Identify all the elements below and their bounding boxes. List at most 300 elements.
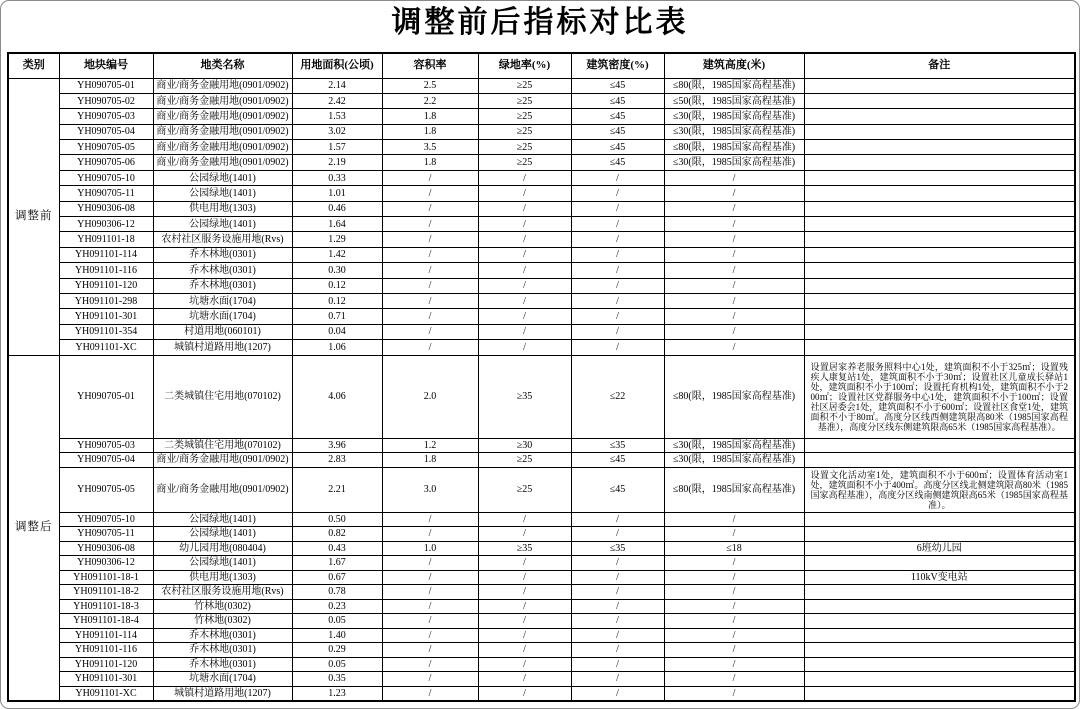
cell-land-type: 村道用地(060101) — [153, 324, 292, 339]
cell-green-rate: ≥35 — [478, 541, 571, 556]
cell-density: / — [571, 686, 664, 701]
cell-far: 2.0 — [382, 355, 478, 438]
cell-density: / — [571, 556, 664, 571]
table-body — [8, 78, 1075, 701]
cell-land-type: 二类城镇住宅用地(070102) — [153, 355, 292, 438]
cell-far: 3.0 — [382, 467, 478, 512]
cell-area: 0.82 — [292, 527, 382, 542]
table-row — [8, 541, 1075, 556]
table-row — [8, 467, 1075, 512]
cell-plot-number: YH090306-08 — [59, 541, 153, 556]
cell-height: / — [664, 201, 804, 216]
cell-area: 0.12 — [292, 278, 382, 293]
cell-land-type: 公园绿地(1401) — [153, 217, 292, 232]
section-label: 调整后 — [8, 355, 59, 701]
cell-plot-number: YH090705-05 — [59, 467, 153, 512]
cell-height: / — [664, 614, 804, 629]
cell-area: 1.53 — [292, 109, 382, 124]
cell-density: / — [571, 278, 664, 293]
cell-plot-number: YH090306-08 — [59, 201, 153, 216]
cell-area: 2.42 — [292, 93, 382, 108]
cell-green-rate: / — [478, 293, 571, 308]
cell-area: 0.35 — [292, 672, 382, 687]
cell-remark — [804, 217, 1075, 232]
cell-far: / — [382, 614, 478, 629]
cell-density: / — [571, 512, 664, 527]
cell-green-rate: ≥25 — [478, 124, 571, 139]
cell-plot-number: YH090705-03 — [59, 109, 153, 124]
cell-plot-number: YH090705-04 — [59, 453, 153, 468]
column-header: 建筑密度(%) — [571, 53, 664, 78]
cell-area: 4.06 — [292, 355, 382, 438]
cell-area: 0.46 — [292, 201, 382, 216]
cell-green-rate: ≥25 — [478, 109, 571, 124]
cell-land-type: 坑塘水面(1704) — [153, 672, 292, 687]
cell-far: / — [382, 570, 478, 585]
cell-remark — [804, 201, 1075, 216]
table-row — [8, 309, 1075, 324]
cell-area: 0.43 — [292, 541, 382, 556]
cell-far: / — [382, 293, 478, 308]
table-row — [8, 324, 1075, 339]
cell-plot-number: YH091101-18-3 — [59, 599, 153, 614]
cell-green-rate: / — [478, 585, 571, 600]
cell-height: / — [664, 686, 804, 701]
cell-land-type: 公园绿地(1401) — [153, 170, 292, 185]
cell-remark — [804, 438, 1075, 453]
cell-green-rate: ≥35 — [478, 355, 571, 438]
cell-land-type: 商业/商务金融用地(0901/0902) — [153, 93, 292, 108]
cell-green-rate: / — [478, 672, 571, 687]
cell-height: ≤80(限，1985国家高程基准) — [664, 467, 804, 512]
cell-remark — [804, 599, 1075, 614]
cell-height: ≤80(限，1985国家高程基准) — [664, 355, 804, 438]
cell-remark — [804, 263, 1075, 278]
cell-density: ≤45 — [571, 93, 664, 108]
cell-land-type: 竹林地(0302) — [153, 599, 292, 614]
cell-land-type: 公园绿地(1401) — [153, 186, 292, 201]
table-row — [8, 247, 1075, 262]
cell-far: / — [382, 585, 478, 600]
cell-area: 1.42 — [292, 247, 382, 262]
cell-green-rate: ≥25 — [478, 155, 571, 170]
cell-height: ≤30(限，1985国家高程基准) — [664, 109, 804, 124]
column-header: 地块编号 — [59, 53, 153, 78]
cell-height: / — [664, 599, 804, 614]
cell-remark — [804, 628, 1075, 643]
cell-green-rate: ≥25 — [478, 93, 571, 108]
page-title: 调整前后指标对比表 — [391, 6, 689, 39]
table-row — [8, 438, 1075, 453]
cell-remark — [804, 247, 1075, 262]
cell-green-rate: / — [478, 309, 571, 324]
cell-height: ≤30(限，1985国家高程基准) — [664, 155, 804, 170]
cell-far: / — [382, 186, 478, 201]
cell-plot-number: YH091101-114 — [59, 247, 153, 262]
cell-height: / — [664, 340, 804, 355]
cell-area: 0.23 — [292, 599, 382, 614]
cell-density: ≤45 — [571, 140, 664, 155]
cell-green-rate: / — [478, 599, 571, 614]
cell-plot-number: YH090705-11 — [59, 186, 153, 201]
table-row — [8, 124, 1075, 139]
cell-height: / — [664, 278, 804, 293]
cell-area: 0.67 — [292, 570, 382, 585]
cell-plot-number: YH091101-298 — [59, 293, 153, 308]
cell-far: / — [382, 527, 478, 542]
cell-remark — [804, 78, 1075, 93]
cell-green-rate: / — [478, 217, 571, 232]
cell-far: 2.2 — [382, 93, 478, 108]
table-row — [8, 453, 1075, 468]
table-row — [8, 599, 1075, 614]
cell-far: 1.8 — [382, 109, 478, 124]
cell-density: / — [571, 263, 664, 278]
table-row — [8, 643, 1075, 658]
cell-area: 1.23 — [292, 686, 382, 701]
table-row — [8, 109, 1075, 124]
cell-height: / — [664, 643, 804, 658]
cell-remark — [804, 643, 1075, 658]
cell-density: / — [571, 170, 664, 185]
cell-height: / — [664, 247, 804, 262]
cell-density: ≤45 — [571, 78, 664, 93]
cell-density: / — [571, 599, 664, 614]
cell-green-rate: / — [478, 340, 571, 355]
table-row — [8, 78, 1075, 93]
cell-far: / — [382, 217, 478, 232]
cell-plot-number: YH090705-05 — [59, 140, 153, 155]
cell-land-type: 供电用地(1303) — [153, 201, 292, 216]
cell-far: / — [382, 686, 478, 701]
cell-density: / — [571, 585, 664, 600]
cell-green-rate: ≥25 — [478, 78, 571, 93]
cell-height: / — [664, 657, 804, 672]
table-row — [8, 512, 1075, 527]
cell-land-type: 农村社区服务设施用地(Rvs) — [153, 585, 292, 600]
cell-plot-number: YH090705-11 — [59, 527, 153, 542]
table-row — [8, 527, 1075, 542]
header-row — [8, 53, 1075, 78]
cell-density: ≤45 — [571, 155, 664, 170]
cell-plot-number: YH090705-02 — [59, 93, 153, 108]
cell-height: / — [664, 512, 804, 527]
cell-remark — [804, 93, 1075, 108]
cell-height: / — [664, 628, 804, 643]
cell-area: 0.78 — [292, 585, 382, 600]
cell-plot-number: YH091101-116 — [59, 263, 153, 278]
cell-land-type: 竹林地(0302) — [153, 614, 292, 629]
cell-remark: 6班幼儿园 — [804, 541, 1075, 556]
cell-plot-number: YH091101-18-2 — [59, 585, 153, 600]
cell-height: / — [664, 293, 804, 308]
cell-green-rate: / — [478, 570, 571, 585]
cell-height: / — [664, 527, 804, 542]
cell-land-type: 幼儿园用地(080404) — [153, 541, 292, 556]
cell-green-rate: / — [478, 201, 571, 216]
cell-density: / — [571, 324, 664, 339]
cell-land-type: 坑塘水面(1704) — [153, 293, 292, 308]
cell-area: 2.19 — [292, 155, 382, 170]
cell-height: ≤30(限，1985国家高程基准) — [664, 438, 804, 453]
cell-far: 1.2 — [382, 438, 478, 453]
cell-density: / — [571, 628, 664, 643]
cell-remark — [804, 232, 1075, 247]
cell-green-rate: ≥25 — [478, 453, 571, 468]
cell-green-rate: / — [478, 263, 571, 278]
cell-height: ≤30(限，1985国家高程基准) — [664, 124, 804, 139]
cell-land-type: 乔木林地(0301) — [153, 278, 292, 293]
cell-far: / — [382, 628, 478, 643]
cell-far: / — [382, 278, 478, 293]
cell-far: / — [382, 170, 478, 185]
cell-green-rate: ≥30 — [478, 438, 571, 453]
table-row — [8, 170, 1075, 185]
cell-plot-number: YH091101-XC — [59, 340, 153, 355]
cell-height: / — [664, 556, 804, 571]
cell-remark — [804, 186, 1075, 201]
cell-remark — [804, 585, 1075, 600]
cell-remark — [804, 140, 1075, 155]
cell-density: ≤45 — [571, 467, 664, 512]
column-header: 用地面积(公顷) — [292, 53, 382, 78]
cell-remark — [804, 155, 1075, 170]
cell-far: 3.5 — [382, 140, 478, 155]
cell-land-type: 乔木林地(0301) — [153, 628, 292, 643]
cell-remark — [804, 527, 1075, 542]
cell-plot-number: YH090705-01 — [59, 78, 153, 93]
cell-remark — [804, 556, 1075, 571]
table-row — [8, 293, 1075, 308]
cell-far: / — [382, 643, 478, 658]
cell-density: / — [571, 232, 664, 247]
cell-height: / — [664, 170, 804, 185]
table-row — [8, 628, 1075, 643]
cell-far: 2.5 — [382, 78, 478, 93]
cell-plot-number: YH090705-10 — [59, 512, 153, 527]
cell-area: 3.96 — [292, 438, 382, 453]
cell-far: / — [382, 309, 478, 324]
cell-height: / — [664, 217, 804, 232]
table-row — [8, 93, 1075, 108]
cell-remark — [804, 309, 1075, 324]
cell-area: 0.05 — [292, 614, 382, 629]
cell-green-rate: ≥25 — [478, 140, 571, 155]
cell-density: ≤45 — [571, 109, 664, 124]
cell-area: 0.29 — [292, 643, 382, 658]
cell-far: / — [382, 556, 478, 571]
table-row — [8, 672, 1075, 687]
cell-area: 0.50 — [292, 512, 382, 527]
cell-height: ≤50(限，1985国家高程基准) — [664, 93, 804, 108]
cell-plot-number: YH091101-120 — [59, 278, 153, 293]
cell-plot-number: YH091101-18-1 — [59, 570, 153, 585]
cell-land-type: 公园绿地(1401) — [153, 556, 292, 571]
cell-land-type: 坑塘水面(1704) — [153, 309, 292, 324]
cell-height: / — [664, 672, 804, 687]
cell-density: / — [571, 293, 664, 308]
cell-area: 1.64 — [292, 217, 382, 232]
cell-density: ≤22 — [571, 355, 664, 438]
cell-density: / — [571, 643, 664, 658]
cell-green-rate: / — [478, 278, 571, 293]
cell-height: ≤30(限，1985国家高程基准) — [664, 453, 804, 468]
cell-height: / — [664, 309, 804, 324]
cell-remark — [804, 124, 1075, 139]
cell-plot-number: YH090705-06 — [59, 155, 153, 170]
cell-density: / — [571, 340, 664, 355]
cell-remark — [804, 453, 1075, 468]
section-label: 调整前 — [8, 78, 59, 355]
cell-far: / — [382, 232, 478, 247]
cell-remark — [804, 324, 1075, 339]
cell-plot-number: YH091101-18-4 — [59, 614, 153, 629]
cell-green-rate: / — [478, 527, 571, 542]
cell-plot-number: YH091101-301 — [59, 309, 153, 324]
table-row — [8, 570, 1075, 585]
column-header: 地类名称 — [153, 53, 292, 78]
column-header: 建筑高度(米) — [664, 53, 804, 78]
cell-area: 0.04 — [292, 324, 382, 339]
cell-area: 1.01 — [292, 186, 382, 201]
cell-area: 1.57 — [292, 140, 382, 155]
cell-plot-number: YH091101-301 — [59, 672, 153, 687]
cell-plot-number: YH091101-120 — [59, 657, 153, 672]
cell-remark — [804, 657, 1075, 672]
cell-density: / — [571, 201, 664, 216]
cell-density: ≤45 — [571, 453, 664, 468]
cell-remark: 设置居家养老服务照料中心1处，建筑面积不小于325㎡；设置残疾人康复站1处，建筑面积不小于30㎡；设置社区儿童成长驿站1处，建筑面积不小于100㎡；设置托育机构1处，建筑面积不小于200㎡；设置社区党群服务中心1处，建筑面积不小于100㎡；设置社区居委会1处，建筑面积不小于600㎡；设置社区食堂1处，建筑面积不小于80㎡。高度分区线西侧建筑限高80米（1985国家高程基准），高度分区线东侧建筑限高65米（1985国家高程基准）。 — [804, 355, 1075, 438]
cell-far: 1.8 — [382, 155, 478, 170]
table-row — [8, 556, 1075, 571]
cell-remark — [804, 686, 1075, 701]
cell-land-type: 商业/商务金融用地(0901/0902) — [153, 124, 292, 139]
cell-far: / — [382, 263, 478, 278]
cell-plot-number: YH091101-354 — [59, 324, 153, 339]
cell-height: / — [664, 570, 804, 585]
column-header: 备注 — [804, 53, 1075, 78]
cell-density: / — [571, 527, 664, 542]
cell-remark — [804, 340, 1075, 355]
cell-plot-number: YH090705-03 — [59, 438, 153, 453]
cell-green-rate: / — [478, 170, 571, 185]
cell-green-rate: / — [478, 614, 571, 629]
cell-far: / — [382, 657, 478, 672]
cell-remark: 设置文化活动室1处，建筑面积不小于600㎡；设置体育活动室1处，建筑面积不小于400㎡。高度分区线北侧建筑限高80米（1985国家高程基准），高度分区线南侧建筑限高65米（1985国家高程基准）。 — [804, 467, 1075, 512]
cell-far: 1.8 — [382, 124, 478, 139]
cell-density: ≤35 — [571, 438, 664, 453]
cell-land-type: 二类城镇住宅用地(070102) — [153, 438, 292, 453]
column-header: 类别 — [8, 53, 59, 78]
cell-plot-number: YH091101-18 — [59, 232, 153, 247]
cell-area: 2.14 — [292, 78, 382, 93]
cell-height: / — [664, 232, 804, 247]
cell-plot-number: YH090705-04 — [59, 124, 153, 139]
cell-green-rate: ≥25 — [478, 467, 571, 512]
cell-land-type: 商业/商务金融用地(0901/0902) — [153, 109, 292, 124]
table-row — [8, 657, 1075, 672]
table-row — [8, 232, 1075, 247]
column-header: 容积率 — [382, 53, 478, 78]
cell-area: 0.71 — [292, 309, 382, 324]
cell-far: / — [382, 672, 478, 687]
table-row — [8, 278, 1075, 293]
cell-plot-number: YH090705-01 — [59, 355, 153, 438]
cell-green-rate: / — [478, 324, 571, 339]
cell-density: / — [571, 217, 664, 232]
cell-plot-number: YH091101-116 — [59, 643, 153, 658]
cell-remark — [804, 278, 1075, 293]
cell-far: / — [382, 512, 478, 527]
cell-height: / — [664, 263, 804, 278]
cell-density: / — [571, 570, 664, 585]
cell-area: 1.29 — [292, 232, 382, 247]
table-row — [8, 217, 1075, 232]
cell-density: / — [571, 657, 664, 672]
cell-area: 0.33 — [292, 170, 382, 185]
cell-remark — [804, 512, 1075, 527]
cell-height: / — [664, 585, 804, 600]
cell-area: 0.05 — [292, 657, 382, 672]
cell-land-type: 商业/商务金融用地(0901/0902) — [153, 140, 292, 155]
cell-area: 3.02 — [292, 124, 382, 139]
cell-land-type: 城镇村道路用地(1207) — [153, 340, 292, 355]
cell-land-type: 供电用地(1303) — [153, 570, 292, 585]
cell-height: / — [664, 324, 804, 339]
cell-green-rate: / — [478, 657, 571, 672]
cell-area: 2.83 — [292, 453, 382, 468]
cell-density: ≤45 — [571, 124, 664, 139]
cell-far: / — [382, 201, 478, 216]
cell-far: 1.8 — [382, 453, 478, 468]
cell-green-rate: / — [478, 686, 571, 701]
cell-density: / — [571, 614, 664, 629]
cell-land-type: 公园绿地(1401) — [153, 527, 292, 542]
cell-plot-number: YH090705-10 — [59, 170, 153, 185]
cell-land-type: 公园绿地(1401) — [153, 512, 292, 527]
table-row — [8, 140, 1075, 155]
cell-area: 0.12 — [292, 293, 382, 308]
table-row — [8, 340, 1075, 355]
cell-remark — [804, 293, 1075, 308]
cell-far: / — [382, 247, 478, 262]
column-header: 绿地率(%) — [478, 53, 571, 78]
cell-land-type: 城镇村道路用地(1207) — [153, 686, 292, 701]
cell-land-type: 商业/商务金融用地(0901/0902) — [153, 467, 292, 512]
cell-land-type: 商业/商务金融用地(0901/0902) — [153, 155, 292, 170]
cell-far: / — [382, 599, 478, 614]
cell-far: / — [382, 324, 478, 339]
cell-height: ≤18 — [664, 541, 804, 556]
cell-land-type: 商业/商务金融用地(0901/0902) — [153, 78, 292, 93]
cell-density: / — [571, 672, 664, 687]
cell-area: 0.30 — [292, 263, 382, 278]
cell-plot-number: YH091101-114 — [59, 628, 153, 643]
table-row — [8, 201, 1075, 216]
cell-area: 2.21 — [292, 467, 382, 512]
cell-plot-number: YH091101-XC — [59, 686, 153, 701]
cell-remark — [804, 672, 1075, 687]
cell-green-rate: / — [478, 628, 571, 643]
table-row — [8, 186, 1075, 201]
cell-land-type: 乔木林地(0301) — [153, 657, 292, 672]
cell-area: 1.06 — [292, 340, 382, 355]
table-row — [8, 355, 1075, 438]
cell-density: ≤35 — [571, 541, 664, 556]
cell-far: 1.0 — [382, 541, 478, 556]
cell-height: ≤80(限，1985国家高程基准) — [664, 140, 804, 155]
cell-land-type: 乔木林地(0301) — [153, 643, 292, 658]
